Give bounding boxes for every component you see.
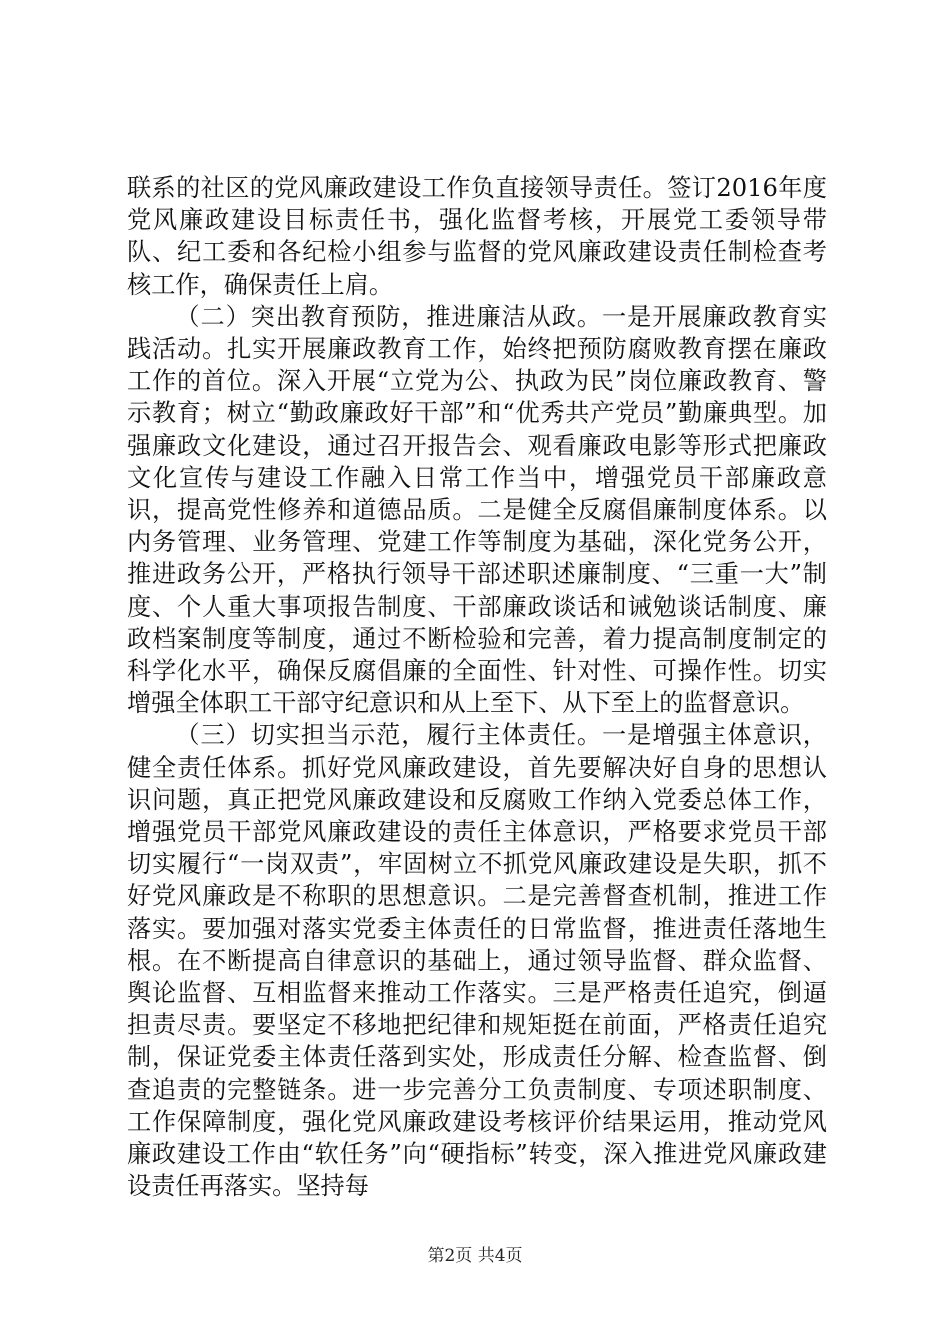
paragraph-2: （二）突出教育预防，推进廉洁从政。一是开展廉政教育实践活动。扎实开展廉政教育工作，始终把预防腐败教育摆在廉政工作的首位。深入开展“立党为公、执政为民”岗位廉政教育、警示教育；树立“勤政廉政好干部”和“优秀共产党员”勤廉典型。加强廉政文化建设，通过召开报告会、观看廉政电影等形式把廉政文化宣传与建设工作融入日常工作当中，增强党员干部廉政意识，提高党性修养和道德品质。二是健全反腐倡廉制度体系。以内务管理、业务管理、党建工作等制度为基础，深化党务公开，推进政务公开，严格执行领导干部述职述廉制度、“三重一大”制度、个人重大事项报告制度、干部廉政谈话和诫勉谈话制度、廉政档案制度等制度，通过不断检验和完善，着力提高制度制定的科学化水平，确保反腐倡廉的全面性、针对性、可操作性。切实增强全体职工干部守纪意识和从上至下、从下至上的监督意识。	[127, 302, 827, 718]
paragraph-3: （三）切实担当示范，履行主体责任。一是增强主体意识，健全责任体系。抓好党风廉政建设，首先要解决好自身的思想认识问题，真正把党风廉政建设和反腐败工作纳入党委总体工作，增强党员干部党风廉政建设的责任主体意识，严格要求党员干部切实履行“一岗双责”，牢固树立不抓党风廉政建设是失职，抓不好党风廉政是不称职的思想意识。二是完善督查机制，推进工作落实。要加强对落实党委主体责任的日常监督，推进责任落地生根。在不断提高自律意识的基础上，通过领导监督、群众监督、舆论监督、互相监督来推动工作落实。三是严格责任追究，倒逼担责尽责。要坚定不移地把纪律和规矩挺在前面，严格责任追究制，保证党委主体责任落到实处，形成责任分解、检查监督、倒查追责的完整链条。进一步完善分工负责制度、专项述职制度、工作保障制度，强化党风廉政建设考核评价结果运用，推动党风廉政建设工作由“软任务”向“硬指标”转变，深入推进党风廉政建设责任再落实。坚持每	[127, 721, 827, 1201]
paragraph-1: 联系的社区的党风廉政建设工作负直接领导责任。签订2016年度党风廉政建设目标责任书，强化监督考核，开展党工委领导带队、纪工委和各纪检小组参与监督的党风廉政建设责任制检查考核工作，确保责任上肩。	[127, 174, 827, 299]
page-footer	[0, 1245, 950, 1267]
document-body	[127, 172, 827, 1203]
page-number: 第2页 共4页	[427, 1246, 523, 1266]
